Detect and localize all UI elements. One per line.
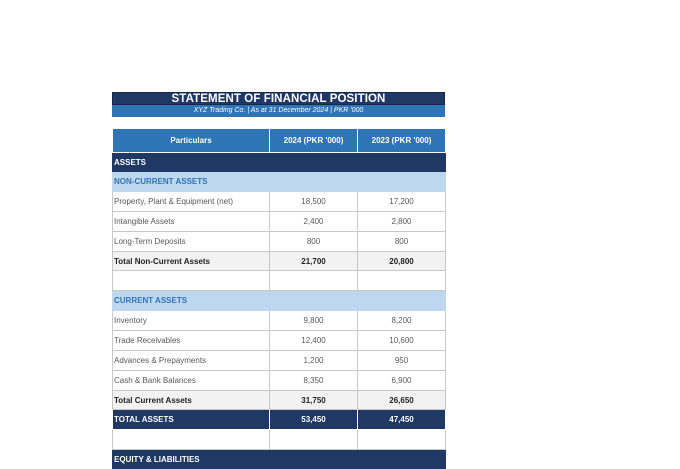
value-2023[interactable]: 17,200: [358, 192, 446, 212]
row-label[interactable]: Intangible Assets: [113, 212, 270, 232]
assets-heading[interactable]: ASSETS: [113, 153, 446, 172]
value-2024[interactable]: 8,350: [270, 371, 358, 391]
value-2023[interactable]: 8,200: [358, 311, 446, 331]
value-2023[interactable]: 10,600: [358, 331, 446, 351]
total-2023[interactable]: 26,650: [358, 391, 446, 410]
current-assets-heading[interactable]: CURRENT ASSETS: [113, 291, 446, 311]
value-2023[interactable]: 2,800: [358, 212, 446, 232]
financial-position-table: [112, 128, 446, 469]
blank-cell[interactable]: [113, 430, 270, 450]
current-assets-heading-row: [113, 291, 446, 311]
financial-statement-sheet: [112, 92, 445, 469]
table-row: [113, 371, 446, 391]
table-row: [113, 212, 446, 232]
table-row: [113, 232, 446, 252]
blank-cell[interactable]: [270, 430, 358, 450]
blank-cell[interactable]: [270, 271, 358, 291]
total-non-current-assets-row: [113, 252, 446, 271]
row-label[interactable]: Property, Plant & Equipment (net): [113, 192, 270, 212]
total-2023[interactable]: 20,800: [358, 252, 446, 271]
equity-liabilities-section-row: [113, 450, 446, 469]
value-2024[interactable]: 2,400: [270, 212, 358, 232]
column-header-particulars[interactable]: Particulars: [113, 129, 270, 153]
total-label[interactable]: Total Current Assets: [113, 391, 270, 410]
total-current-assets-row: [113, 391, 446, 410]
blank-row: [113, 430, 446, 450]
row-label[interactable]: Inventory: [113, 311, 270, 331]
value-2024[interactable]: 1,200: [270, 351, 358, 371]
table-row: [113, 311, 446, 331]
row-label[interactable]: Advances & Prepayments: [113, 351, 270, 371]
total-assets-row: [113, 410, 446, 430]
total-assets-label[interactable]: TOTAL ASSETS: [113, 410, 270, 430]
total-assets-2024[interactable]: 53,450: [270, 410, 358, 430]
row-label[interactable]: Cash & Bank Balances: [113, 371, 270, 391]
column-header-2024[interactable]: 2024 (PKR '000): [270, 129, 358, 153]
statement-subtitle: XYZ Trading Co. | As at 31 December 2024 | PKR '000: [112, 105, 445, 117]
total-2024[interactable]: 31,750: [270, 391, 358, 410]
row-label[interactable]: Trade Receivables: [113, 331, 270, 351]
non-current-assets-heading-row: [113, 172, 446, 192]
blank-cell[interactable]: [358, 430, 446, 450]
total-2024[interactable]: 21,700: [270, 252, 358, 271]
table-header-row: [113, 129, 446, 153]
row-label[interactable]: Long-Term Deposits: [113, 232, 270, 252]
value-2023[interactable]: 800: [358, 232, 446, 252]
equity-liabilities-heading[interactable]: EQUITY & LIABILITIES: [113, 450, 446, 469]
non-current-assets-heading[interactable]: NON-CURRENT ASSETS: [113, 172, 446, 192]
value-2024[interactable]: 12,400: [270, 331, 358, 351]
blank-cell[interactable]: [358, 271, 446, 291]
column-header-2023[interactable]: 2023 (PKR '000): [358, 129, 446, 153]
statement-title: STATEMENT OF FINANCIAL POSITION: [112, 92, 445, 105]
table-row: [113, 331, 446, 351]
blank-row: [113, 271, 446, 291]
table-row: [113, 351, 446, 371]
assets-section-row: [113, 153, 446, 172]
blank-cell[interactable]: [113, 271, 270, 291]
total-label[interactable]: Total Non-Current Assets: [113, 252, 270, 271]
value-2024[interactable]: 18,500: [270, 192, 358, 212]
total-assets-2023[interactable]: 47,450: [358, 410, 446, 430]
table-row: [113, 192, 446, 212]
value-2023[interactable]: 6,900: [358, 371, 446, 391]
value-2024[interactable]: 9,800: [270, 311, 358, 331]
value-2024[interactable]: 800: [270, 232, 358, 252]
value-2023[interactable]: 950: [358, 351, 446, 371]
